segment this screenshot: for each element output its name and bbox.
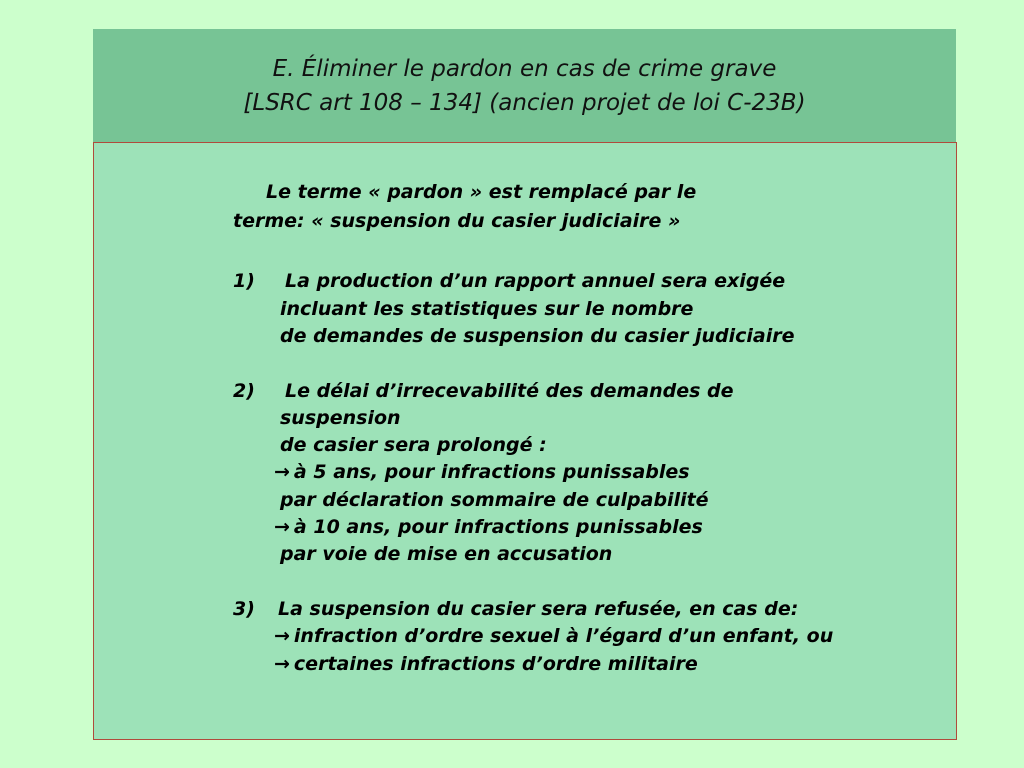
intro-line-2: terme: « suspension du casier judiciaire » [233, 210, 681, 232]
item-2-sub-1-line-2: par déclaration sommaire de culpabilité [280, 489, 709, 511]
arrow-right-icon: → [274, 516, 290, 538]
slide-title-line-2: [LSRC art 108 – 134] (ancien projet de loi C-23B) [243, 90, 806, 116]
item-2-line-2: suspension [280, 407, 401, 429]
slide-title-line-1: E. Éliminer le pardon en cas de crime grave [272, 56, 777, 82]
item-2-line-3: de casier sera prolongé : [280, 434, 547, 456]
item-2-number: 2) [233, 380, 255, 402]
item-2-sub-2-text: à 10 ans, pour infractions punissables [293, 516, 703, 538]
item-1-line-1: La production d’un rapport annuel sera exigée [285, 270, 786, 292]
slide-content-box [93, 142, 957, 740]
intro-line-1: Le terme « pardon » est remplacé par le [266, 181, 697, 203]
item-1-line-2: incluant les statistiques sur le nombre [280, 298, 694, 320]
item-3-sub-1-text: infraction d’ordre sexuel à l’égard d’un enfant, ou [293, 625, 834, 647]
slide-title-box [93, 29, 956, 142]
item-3-line-1: La suspension du casier sera refusée, en cas de: [278, 598, 799, 620]
arrow-right-icon: → [274, 653, 290, 675]
item-3-number: 3) [233, 598, 255, 620]
item-3-sub-2 [274, 653, 698, 675]
item-3-sub-1 [274, 625, 833, 647]
item-3-sub-2-text: certaines infractions d’ordre militaire [293, 653, 698, 675]
item-1-number: 1) [233, 270, 255, 292]
item-1-line-3: de demandes de suspension du casier judiciaire [280, 325, 795, 347]
arrow-right-icon: → [274, 461, 290, 483]
item-2-sub-2-line-1 [274, 516, 703, 538]
item-2-sub-1-text: à 5 ans, pour infractions punissables [293, 461, 690, 483]
item-2-sub-1-line-1 [274, 461, 690, 483]
arrow-right-icon: → [274, 625, 290, 647]
item-2-line-1: Le délai d’irrecevabilité des demandes de [285, 380, 734, 402]
item-2-sub-2-line-2: par voie de mise en accusation [280, 543, 613, 565]
